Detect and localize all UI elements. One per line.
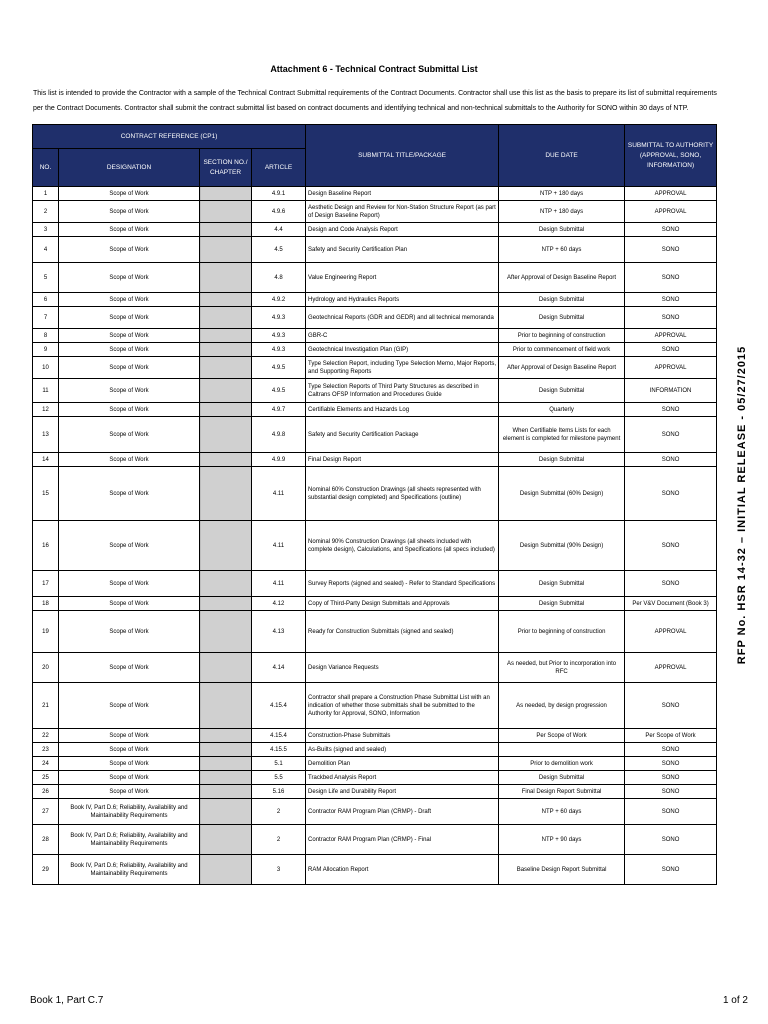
header-section: SECTION NO./ CHAPTER (200, 149, 252, 187)
table-row (33, 329, 717, 343)
cell-authority: SONO (625, 307, 717, 329)
cell-no: 2 (33, 201, 59, 223)
cell-article: 4.15.5 (252, 743, 306, 757)
cell-authority: SONO (625, 417, 717, 453)
cell-authority: SONO (625, 757, 717, 771)
cell-designation: Scope of Work (59, 357, 200, 379)
cell-no: 13 (33, 417, 59, 453)
cell-article: 4.9.8 (252, 417, 306, 453)
cell-section (200, 223, 252, 237)
cell-authority: SONO (625, 237, 717, 263)
cell-submittal-title: GBR-C (306, 329, 499, 343)
cell-article: 5.1 (252, 757, 306, 771)
cell-no: 16 (33, 521, 59, 571)
cell-submittal-title: Design Variance Requests (306, 653, 499, 683)
cell-article: 4.14 (252, 653, 306, 683)
cell-article: 4.9.9 (252, 453, 306, 467)
cell-section (200, 293, 252, 307)
cell-due-date (499, 743, 625, 757)
cell-authority: SONO (625, 683, 717, 729)
side-release-stamp: RFP No. HSR 14-32 – INITIAL RELEASE - 05/27/2015 (736, 345, 748, 665)
cell-article: 4.5 (252, 237, 306, 263)
cell-due-date: Prior to demolition work (499, 757, 625, 771)
cell-submittal-title: Construction-Phase Submittals (306, 729, 499, 743)
cell-designation: Book IV, Part D.6; Reliability, Availability and Maintainability Requirements (59, 855, 200, 885)
table-row (33, 729, 717, 743)
cell-submittal-title: Contractor RAM Program Plan (CRMP) - Final (306, 825, 499, 855)
cell-section (200, 521, 252, 571)
cell-authority: SONO (625, 343, 717, 357)
cell-submittal-title: Hydrology and Hydraulics Reports (306, 293, 499, 307)
table-row (33, 825, 717, 855)
cell-submittal-title: Safety and Security Certification Package (306, 417, 499, 453)
table-row (33, 263, 717, 293)
cell-article: 4.9.2 (252, 293, 306, 307)
cell-no: 3 (33, 223, 59, 237)
table-row (33, 611, 717, 653)
cell-article: 4.9.1 (252, 187, 306, 201)
cell-authority: SONO (625, 293, 717, 307)
table-row (33, 771, 717, 785)
cell-section (200, 799, 252, 825)
cell-submittal-title: Safety and Security Certification Plan (306, 237, 499, 263)
cell-designation: Scope of Work (59, 729, 200, 743)
cell-submittal-title: Copy of Third-Party Design Submittals and Approvals (306, 597, 499, 611)
cell-submittal-title: Ready for Construction Submittals (signed and sealed) (306, 611, 499, 653)
cell-section (200, 201, 252, 223)
cell-section (200, 453, 252, 467)
cell-section (200, 379, 252, 403)
cell-designation: Scope of Work (59, 187, 200, 201)
cell-authority: APPROVAL (625, 611, 717, 653)
cell-due-date: Final Design Report Submittal (499, 785, 625, 799)
cell-designation: Scope of Work (59, 237, 200, 263)
cell-no: 11 (33, 379, 59, 403)
header-submittal-title: SUBMITTAL TITLE/PACKAGE (306, 125, 499, 187)
cell-due-date: Prior to commencement of field work (499, 343, 625, 357)
cell-no: 22 (33, 729, 59, 743)
table-row (33, 855, 717, 885)
cell-article: 2 (252, 825, 306, 855)
table-row (33, 683, 717, 729)
cell-article: 4.8 (252, 263, 306, 293)
cell-designation: Scope of Work (59, 611, 200, 653)
table-row (33, 237, 717, 263)
cell-submittal-title: Design and Code Analysis Report (306, 223, 499, 237)
cell-due-date: As needed, but Prior to incorporation into RFC (499, 653, 625, 683)
cell-article: 4.12 (252, 597, 306, 611)
cell-designation: Scope of Work (59, 757, 200, 771)
cell-designation: Scope of Work (59, 653, 200, 683)
table-row (33, 201, 717, 223)
cell-submittal-title: Geotechnical Investigation Plan (GIP) (306, 343, 499, 357)
cell-article: 4.11 (252, 521, 306, 571)
cell-section (200, 403, 252, 417)
cell-article: 4.15.4 (252, 729, 306, 743)
cell-due-date: Per Scope of Work (499, 729, 625, 743)
cell-submittal-title: As-Builts (signed and sealed) (306, 743, 499, 757)
table-row (33, 307, 717, 329)
cell-authority: SONO (625, 743, 717, 757)
header-due-date: DUE DATE (499, 125, 625, 187)
cell-submittal-title: Aesthetic Design and Review for Non-Station Structure Report (as part of Design Baseline Report) (306, 201, 499, 223)
cell-article: 4.11 (252, 571, 306, 597)
cell-no: 20 (33, 653, 59, 683)
cell-designation: Scope of Work (59, 683, 200, 729)
cell-designation: Scope of Work (59, 571, 200, 597)
cell-no: 29 (33, 855, 59, 885)
cell-submittal-title: Design Baseline Report (306, 187, 499, 201)
cell-no: 19 (33, 611, 59, 653)
cell-authority: SONO (625, 223, 717, 237)
cell-no: 7 (33, 307, 59, 329)
cell-authority: Per Scope of Work (625, 729, 717, 743)
cell-authority: SONO (625, 521, 717, 571)
cell-designation: Scope of Work (59, 379, 200, 403)
cell-submittal-title: RAM Allocation Report (306, 855, 499, 885)
cell-section (200, 683, 252, 729)
table-row (33, 757, 717, 771)
cell-authority: SONO (625, 825, 717, 855)
cell-no: 14 (33, 453, 59, 467)
submittal-table (32, 124, 717, 885)
cell-due-date: When Certifiable Items Lists for each element is completed for milestone payment (499, 417, 625, 453)
cell-submittal-title: Certifiable Elements and Hazards Log (306, 403, 499, 417)
cell-section (200, 357, 252, 379)
cell-due-date: Design Submittal (60% Design) (499, 467, 625, 521)
cell-due-date: Prior to beginning of construction (499, 611, 625, 653)
cell-submittal-title: Nominal 60% Construction Drawings (all sheets represented with substantial design completed) and Specifications (outline) (306, 467, 499, 521)
cell-section (200, 743, 252, 757)
cell-no: 8 (33, 329, 59, 343)
cell-designation: Scope of Work (59, 597, 200, 611)
cell-due-date: NTP + 90 days (499, 825, 625, 855)
cell-designation: Scope of Work (59, 343, 200, 357)
cell-due-date: Prior to beginning of construction (499, 329, 625, 343)
cell-article: 4.4 (252, 223, 306, 237)
cell-due-date: Design Submittal (499, 223, 625, 237)
cell-submittal-title: Geotechnical Reports (GDR and GEDR) and all technical memoranda (306, 307, 499, 329)
cell-section (200, 343, 252, 357)
cell-designation: Scope of Work (59, 223, 200, 237)
cell-authority: APPROVAL (625, 329, 717, 343)
cell-designation: Scope of Work (59, 417, 200, 453)
cell-designation: Scope of Work (59, 201, 200, 223)
table-row (33, 653, 717, 683)
cell-no: 6 (33, 293, 59, 307)
cell-section (200, 757, 252, 771)
cell-section (200, 467, 252, 521)
cell-submittal-title: Demolition Plan (306, 757, 499, 771)
table-row (33, 187, 717, 201)
cell-authority: SONO (625, 799, 717, 825)
cell-no: 12 (33, 403, 59, 417)
cell-article: 3 (252, 855, 306, 885)
cell-article: 4.9.3 (252, 343, 306, 357)
cell-due-date: As needed, by design progression (499, 683, 625, 729)
cell-section (200, 571, 252, 597)
cell-authority: SONO (625, 453, 717, 467)
cell-designation: Scope of Work (59, 307, 200, 329)
header-no: NO. (33, 149, 59, 187)
cell-authority: SONO (625, 785, 717, 799)
cell-submittal-title: Type Selection Reports of Third Party Structures as described in Caltrans OFSP Information and Procedures Guide (306, 379, 499, 403)
cell-due-date: After Approval of Design Baseline Report (499, 357, 625, 379)
cell-designation: Scope of Work (59, 521, 200, 571)
cell-section (200, 855, 252, 885)
cell-article: 4.15.4 (252, 683, 306, 729)
cell-due-date: After Approval of Design Baseline Report (499, 263, 625, 293)
cell-due-date: Design Submittal (499, 379, 625, 403)
table-row (33, 799, 717, 825)
cell-due-date: NTP + 180 days (499, 187, 625, 201)
cell-no: 18 (33, 597, 59, 611)
cell-no: 26 (33, 785, 59, 799)
table-row (33, 521, 717, 571)
header-designation: DESIGNATION (59, 149, 200, 187)
cell-submittal-title: Nominal 90% Construction Drawings (all sheets included with complete design), Calculations, and Specifications (all specs included) (306, 521, 499, 571)
cell-due-date: NTP + 60 days (499, 237, 625, 263)
cell-due-date: Design Submittal (499, 453, 625, 467)
cell-designation: Scope of Work (59, 293, 200, 307)
cell-authority: APPROVAL (625, 653, 717, 683)
table-row (33, 467, 717, 521)
cell-submittal-title: Survey Reports (signed and sealed) - Refer to Standard Specifications (306, 571, 499, 597)
cell-no: 9 (33, 343, 59, 357)
cell-no: 28 (33, 825, 59, 855)
cell-due-date: Design Submittal (499, 771, 625, 785)
cell-authority: APPROVAL (625, 187, 717, 201)
cell-designation: Book IV, Part D.6; Reliability, Availability and Maintainability Requirements (59, 799, 200, 825)
cell-authority: SONO (625, 467, 717, 521)
cell-section (200, 729, 252, 743)
cell-no: 5 (33, 263, 59, 293)
cell-no: 27 (33, 799, 59, 825)
cell-article: 4.9.5 (252, 379, 306, 403)
cell-section (200, 307, 252, 329)
cell-section (200, 263, 252, 293)
cell-section (200, 825, 252, 855)
cell-due-date: Design Submittal (499, 597, 625, 611)
cell-submittal-title: Design Life and Durability Report (306, 785, 499, 799)
table-row (33, 343, 717, 357)
cell-article: 5.5 (252, 771, 306, 785)
cell-due-date: Design Submittal (90% Design) (499, 521, 625, 571)
cell-article: 4.9.7 (252, 403, 306, 417)
cell-designation: Scope of Work (59, 403, 200, 417)
intro-paragraph: This list is intended to provide the Contractor with a sample of the Technical Contract Submittal requirements of the Contract Documents. Contractor shall use this list as the basis to prepare its list of submittal requirements per the Contract Documents. Contractor shall submit the contract submittal list based on contract documents and identifying technical and non-technical submittals to the Authority for SONO within 30 days of NTP. (33, 90, 717, 112)
cell-article: 4.9.3 (252, 329, 306, 343)
cell-article: 4.9.5 (252, 357, 306, 379)
cell-section (200, 785, 252, 799)
cell-no: 15 (33, 467, 59, 521)
cell-submittal-title: Final Design Report (306, 453, 499, 467)
table-row (33, 403, 717, 417)
cell-authority: Per V&V Document (Book 3) (625, 597, 717, 611)
table-row (33, 597, 717, 611)
cell-article: 5.16 (252, 785, 306, 799)
table-body (33, 187, 717, 885)
cell-submittal-title: Contractor shall prepare a Construction Phase Submittal List with an indication of whether those submittals shall be submitted to the Authority for Approval, SONO, Information (306, 683, 499, 729)
cell-section (200, 771, 252, 785)
footer-page-number: 1 of 2 (722, 995, 748, 1006)
footer-book-ref: Book 1, Part C.7 (30, 995, 104, 1006)
cell-designation: Scope of Work (59, 453, 200, 467)
cell-section (200, 187, 252, 201)
header-contract-reference: CONTRACT REFERENCE (CP1) (33, 125, 306, 149)
page-title: Attachment 6 - Technical Contract Submittal List (270, 64, 478, 74)
cell-due-date: Quarterly (499, 403, 625, 417)
cell-section (200, 329, 252, 343)
header-submittal-to-authority: SUBMITTAL TO AUTHORITY (APPROVAL, SONO, INFORMATION) (625, 125, 717, 187)
cell-section (200, 653, 252, 683)
cell-article: 2 (252, 799, 306, 825)
cell-section (200, 417, 252, 453)
cell-no: 1 (33, 187, 59, 201)
table-row (33, 743, 717, 757)
cell-submittal-title: Trackbed Analysis Report (306, 771, 499, 785)
cell-designation: Scope of Work (59, 263, 200, 293)
cell-due-date: Design Submittal (499, 307, 625, 329)
cell-designation: Scope of Work (59, 467, 200, 521)
cell-no: 23 (33, 743, 59, 757)
cell-authority: SONO (625, 771, 717, 785)
cell-designation: Scope of Work (59, 785, 200, 799)
cell-submittal-title: Value Engineering Report (306, 263, 499, 293)
cell-no: 10 (33, 357, 59, 379)
cell-authority: APPROVAL (625, 357, 717, 379)
cell-section (200, 237, 252, 263)
cell-designation: Scope of Work (59, 743, 200, 757)
cell-article: 4.9.3 (252, 307, 306, 329)
cell-no: 17 (33, 571, 59, 597)
cell-article: 4.9.6 (252, 201, 306, 223)
cell-submittal-title: Type Selection Report, including Type Selection Memo, Major Reports, and Supporting Reports (306, 357, 499, 379)
table-row (33, 785, 717, 799)
table-row (33, 223, 717, 237)
cell-no: 24 (33, 757, 59, 771)
table-row (33, 453, 717, 467)
cell-designation: Scope of Work (59, 771, 200, 785)
cell-due-date: Design Submittal (499, 571, 625, 597)
cell-due-date: NTP + 60 days (499, 799, 625, 825)
cell-authority: SONO (625, 855, 717, 885)
table-row (33, 293, 717, 307)
cell-authority: SONO (625, 571, 717, 597)
table-row (33, 417, 717, 453)
cell-authority: SONO (625, 263, 717, 293)
cell-article: 4.13 (252, 611, 306, 653)
cell-no: 25 (33, 771, 59, 785)
table-row (33, 379, 717, 403)
cell-authority: APPROVAL (625, 201, 717, 223)
cell-section (200, 611, 252, 653)
cell-designation: Scope of Work (59, 329, 200, 343)
cell-due-date: NTP + 180 days (499, 201, 625, 223)
header-article: ARTICLE (252, 149, 306, 187)
cell-no: 21 (33, 683, 59, 729)
cell-section (200, 597, 252, 611)
cell-authority: INFORMATION (625, 379, 717, 403)
cell-no: 4 (33, 237, 59, 263)
cell-designation: Book IV, Part D.6; Reliability, Availability and Maintainability Requirements (59, 825, 200, 855)
cell-article: 4.11 (252, 467, 306, 521)
table-row (33, 571, 717, 597)
cell-authority: SONO (625, 403, 717, 417)
table-row (33, 357, 717, 379)
cell-due-date: Design Submittal (499, 293, 625, 307)
cell-due-date: Baseline Design Report Submittal (499, 855, 625, 885)
cell-submittal-title: Contractor RAM Program Plan (CRMP) - Draft (306, 799, 499, 825)
